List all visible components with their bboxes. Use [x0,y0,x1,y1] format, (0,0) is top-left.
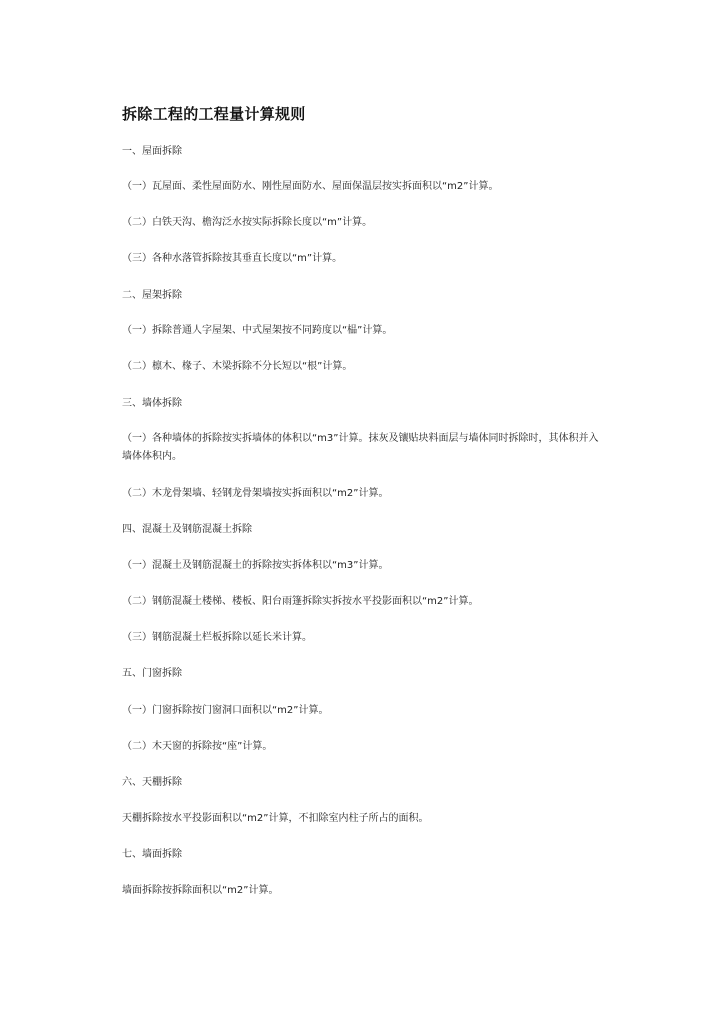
section-3-item-2: （二）木龙骨架墙、轻钢龙骨架墙按实拆面积以“m2”计算。 [122,488,389,499]
section-5-item-1: （一）门窗拆除按门窗洞口面积以“m2”计算。 [122,705,329,716]
section-2-item-1: （一）拆除普通人字屋架、中式屋架按不同跨度以“榀”计算。 [122,325,393,336]
section-1-item-1: （一）瓦屋面、柔性屋面防水、刚性屋面防水、屋面保温层按实拆面积以“m2”计算。 [122,181,499,192]
page-title: 拆除工程的工程量计算规则 [122,105,306,123]
section-2-item-2: （二）檩木、椽子、木梁拆除不分长短以“根”计算。 [122,361,353,372]
section-heading-2: 二、屋架拆除 [122,290,182,301]
section-heading-5: 五、门窗拆除 [122,668,182,679]
section-heading-3: 三、墙体拆除 [122,398,182,409]
section-heading-7: 七、墙面拆除 [122,849,182,860]
section-5-item-2: （二）木天窗的拆除按“座”计算。 [122,741,273,752]
section-heading-1: 一、屋面拆除 [122,146,182,157]
section-4-item-1: （一）混凝土及钢筋混凝土的拆除按实拆体积以“m3”计算。 [122,560,389,571]
section-heading-4: 四、混凝土及钢筋混凝土拆除 [122,524,252,535]
section-1-item-3: （三）各种水落管拆除按其垂直长度以“m”计算。 [122,253,343,264]
section-3-item-1: （一）各种墙体的拆除按实拆墙体的体积以“m3”计算。抹灰及镶贴块料面层与墙体同时拆除时，其体积并入墙体体积内。 [122,433,599,462]
section-4-item-2: （二）钢筋混凝土楼梯、楼板、阳台雨篷拆除实拆按水平投影面积以“m2”计算。 [122,596,479,607]
section-6-item-1: 天棚拆除按水平投影面积以“m2”计算，不扣除室内柱子所占的面积。 [122,813,429,824]
section-7-item-1: 墙面拆除按拆除面积以“m2”计算。 [122,885,279,896]
section-4-item-3: （三）钢筋混凝土栏板拆除以延长米计算。 [122,632,312,643]
section-1-item-2: （二）白铁天沟、檐沟泛水按实际拆除长度以“m”计算。 [122,217,373,228]
section-heading-6: 六、天棚拆除 [122,777,182,788]
